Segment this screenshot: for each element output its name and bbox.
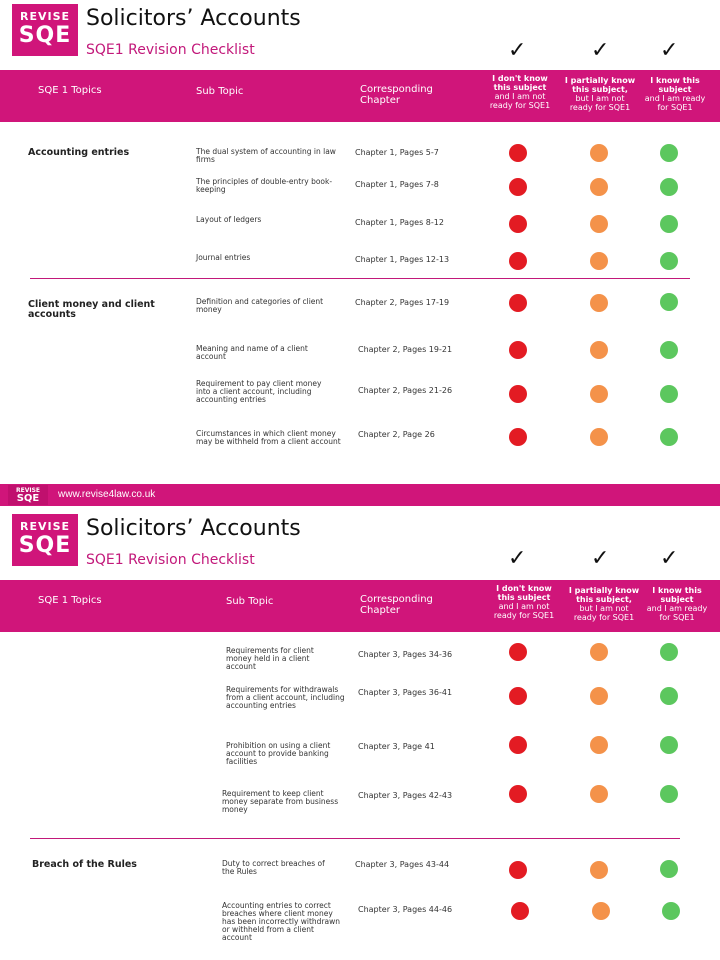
topic-heading: Client money and client accounts: [28, 299, 155, 320]
subtopic-text: Requirements for withdrawals from a client account, including accounting entries: [226, 685, 345, 710]
check-icon: ✓: [508, 546, 527, 571]
page-subtitle: SQE1 Revision Checklist: [86, 42, 255, 58]
topic-heading: Breach of the Rules: [32, 859, 137, 870]
status-dot-know[interactable]: [662, 902, 680, 920]
status-dot-partial[interactable]: [590, 144, 608, 162]
subtopic-text: Requirements for client money held in a client account: [226, 646, 314, 671]
chapter-reference: Chapter 3, Page 41: [358, 742, 435, 751]
status-dot-dont-know[interactable]: [509, 294, 527, 312]
footer-website-link[interactable]: www.revise4law.co.uk: [58, 489, 156, 500]
status-dot-partial[interactable]: [590, 861, 608, 879]
subtopic-text: Duty to correct breaches of the Rules: [222, 859, 325, 876]
column-header-know: I know this subject and I am ready for SQE1: [644, 76, 706, 112]
check-icon: ✓: [508, 38, 527, 63]
status-dot-dont-know[interactable]: [509, 785, 527, 803]
column-header-chapter: Corresponding Chapter: [360, 84, 433, 106]
status-dot-partial[interactable]: [590, 785, 608, 803]
subtopic-text: Meaning and name of a client account: [196, 344, 308, 361]
chapter-reference: Chapter 2, Pages 19-21: [358, 345, 453, 354]
chapter-reference: Chapter 2, Pages 17-19: [355, 298, 450, 307]
check-icon: ✓: [660, 38, 679, 63]
subtopic-text: Requirement to pay client money into a client account, including accounting entries: [196, 379, 322, 404]
column-header-topics: SQE 1 Topics: [38, 85, 102, 96]
chapter-reference: Chapter 1, Pages 12-13: [355, 255, 450, 264]
column-header-dont-know: I don't know this subject and I am not ready for SQE1: [493, 584, 555, 620]
section-divider: [30, 838, 680, 839]
status-dot-know[interactable]: [660, 428, 678, 446]
status-dot-dont-know[interactable]: [509, 144, 527, 162]
column-header-partial: I partially know this subject, but I am not ready for SQE1: [564, 76, 636, 112]
subtopic-text: Definition and categories of client money: [196, 297, 324, 314]
chapter-reference: Chapter 1, Pages 7-8: [355, 180, 439, 189]
column-header-dont-know: I don't know this subject and I am not ready for SQE1: [489, 74, 551, 110]
status-dot-partial[interactable]: [590, 252, 608, 270]
chapter-reference: Chapter 2, Pages 21-26: [358, 386, 453, 395]
status-dot-dont-know[interactable]: [509, 736, 527, 754]
status-dot-dont-know[interactable]: [509, 643, 527, 661]
status-dot-partial[interactable]: [590, 341, 608, 359]
footer-logo: REVISE SQE: [8, 485, 48, 505]
subtopic-text: Prohibition on using a client account to provide banking facilities: [226, 741, 331, 766]
table-header: [0, 70, 720, 122]
page-footer: [0, 484, 720, 506]
status-dot-know[interactable]: [660, 215, 678, 233]
status-dot-know[interactable]: [660, 860, 678, 878]
status-dot-dont-know[interactable]: [511, 902, 529, 920]
column-header-chapter: Corresponding Chapter: [360, 594, 433, 616]
status-dot-partial[interactable]: [590, 736, 608, 754]
status-dot-partial[interactable]: [590, 643, 608, 661]
chapter-reference: Chapter 3, Pages 42-43: [358, 791, 453, 800]
table-header: [0, 580, 720, 632]
subtopic-text: Layout of ledgers: [196, 215, 262, 224]
section-divider: [30, 278, 690, 279]
column-header-partial: I partially know this subject, but I am not ready for SQE1: [568, 586, 640, 622]
check-icon: ✓: [591, 38, 610, 63]
column-header-subtopic: Sub Topic: [226, 596, 274, 607]
status-dot-dont-know[interactable]: [509, 861, 527, 879]
status-dot-dont-know[interactable]: [509, 687, 527, 705]
status-dot-partial[interactable]: [590, 687, 608, 705]
status-dot-dont-know[interactable]: [509, 215, 527, 233]
chapter-reference: Chapter 1, Pages 5-7: [355, 148, 439, 157]
status-dot-dont-know[interactable]: [509, 385, 527, 403]
chapter-reference: Chapter 2, Page 26: [358, 430, 435, 439]
revise-sqe-logo: REVISE SQE: [12, 514, 78, 566]
status-dot-know[interactable]: [660, 385, 678, 403]
status-dot-know[interactable]: [660, 643, 678, 661]
subtopic-text: The principles of double-entry book-keeping: [196, 177, 333, 194]
topic-heading: Accounting entries: [28, 147, 130, 158]
status-dot-partial[interactable]: [592, 902, 610, 920]
chapter-reference: Chapter 3, Pages 36-41: [358, 688, 453, 697]
status-dot-dont-know[interactable]: [509, 428, 527, 446]
status-dot-dont-know[interactable]: [509, 341, 527, 359]
checklist-page-2: [0, 510, 720, 960]
column-header-topics: SQE 1 Topics: [38, 595, 102, 606]
status-dot-partial[interactable]: [590, 178, 608, 196]
status-dot-know[interactable]: [660, 144, 678, 162]
status-dot-know[interactable]: [660, 341, 678, 359]
check-icon: ✓: [591, 546, 610, 571]
page-title: Solicitors’ Accounts: [86, 6, 301, 31]
page-title: Solicitors’ Accounts: [86, 516, 301, 541]
subtopic-text: Circumstances in which client money may be withheld from a client account: [196, 429, 341, 446]
check-icon: ✓: [660, 546, 679, 571]
column-header-subtopic: Sub Topic: [196, 86, 244, 97]
subtopic-text: Requirement to keep client money separate from business money: [222, 789, 339, 814]
revise-sqe-logo: REVISE SQE: [12, 4, 78, 56]
status-dot-know[interactable]: [660, 252, 678, 270]
status-dot-dont-know[interactable]: [509, 178, 527, 196]
status-dot-partial[interactable]: [590, 428, 608, 446]
status-dot-know[interactable]: [660, 178, 678, 196]
status-dot-partial[interactable]: [590, 294, 608, 312]
status-dot-know[interactable]: [660, 736, 678, 754]
status-dot-know[interactable]: [660, 785, 678, 803]
chapter-reference: Chapter 3, Pages 44-46: [358, 905, 453, 914]
status-dot-partial[interactable]: [590, 215, 608, 233]
status-dot-dont-know[interactable]: [509, 252, 527, 270]
status-dot-know[interactable]: [660, 293, 678, 311]
chapter-reference: Chapter 3, Pages 43-44: [355, 860, 450, 869]
subtopic-text: Journal entries: [196, 253, 251, 262]
chapter-reference: Chapter 3, Pages 34-36: [358, 650, 453, 659]
status-dot-partial[interactable]: [590, 385, 608, 403]
subtopic-text: Accounting entries to correct breaches where client money has been incorrectly withdrawn or withheld from a client account: [222, 901, 341, 942]
subtopic-text: The dual system of accounting in law firms: [196, 147, 336, 164]
status-dot-know[interactable]: [660, 687, 678, 705]
column-header-know: I know this subject and I am ready for SQE1: [646, 586, 708, 622]
chapter-reference: Chapter 1, Pages 8-12: [355, 218, 444, 227]
page-subtitle: SQE1 Revision Checklist: [86, 552, 255, 568]
